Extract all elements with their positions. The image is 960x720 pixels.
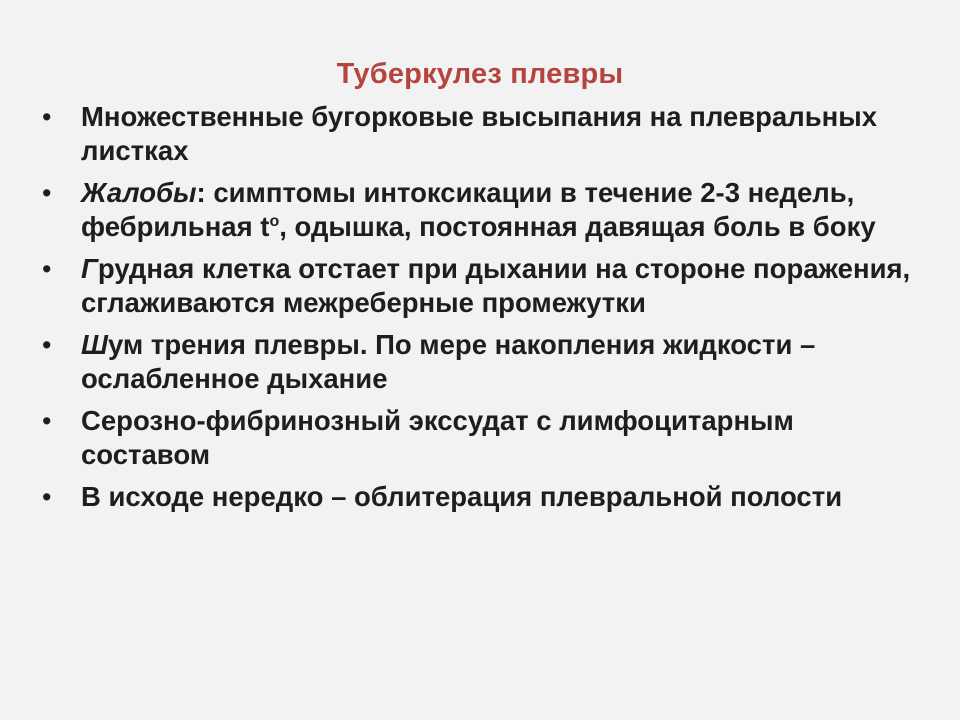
- bullet-text: Множественные бугорковые высыпания на плевральных листках: [81, 101, 877, 166]
- bullet-text-part-b: , одышка, постоянная давящая боль в боку: [279, 211, 876, 242]
- bullet-dot: •: [42, 330, 52, 360]
- bullet-dot: •: [42, 406, 52, 436]
- bullet-item-complaints: [42, 176, 922, 244]
- bullet-text: рудная клетка отстает при дыхании на стороне поражения, сглаживаются межреберные промежутки: [81, 253, 911, 318]
- bullet-list: [42, 100, 922, 522]
- superscript-degree: о: [269, 213, 280, 230]
- bullet-dot: •: [42, 178, 52, 208]
- bullet-text-part-a: : симптомы интоксикации в течение 2-3 недель, фебрильная t: [81, 177, 855, 242]
- bullet-text: В исходе нередко – облитерация плевральной полости: [81, 481, 843, 512]
- bullet-text: ум трения плевры. По мере накопления жидкости – ослабленное дыхание: [81, 329, 816, 394]
- bullet-item-lesions: [42, 100, 922, 168]
- bullet-dot: •: [42, 254, 52, 284]
- bullet-lead-italic: Жалобы: [81, 177, 197, 208]
- bullet-item-friction-rub: [42, 328, 922, 396]
- bullet-lead-italic: Г: [81, 253, 98, 284]
- bullet-item-outcome: [42, 480, 922, 514]
- bullet-dot: •: [42, 102, 52, 132]
- slide-title: Туберкулез плевры: [336, 58, 624, 90]
- bullet-item-exudate: [42, 404, 922, 472]
- bullet-lead-italic: Ш: [81, 329, 108, 360]
- bullet-dot: •: [42, 482, 52, 512]
- bullet-item-chest: [42, 252, 922, 320]
- bullet-text: Серозно-фибринозный экссудат с лимфоцитарным составом: [81, 405, 794, 470]
